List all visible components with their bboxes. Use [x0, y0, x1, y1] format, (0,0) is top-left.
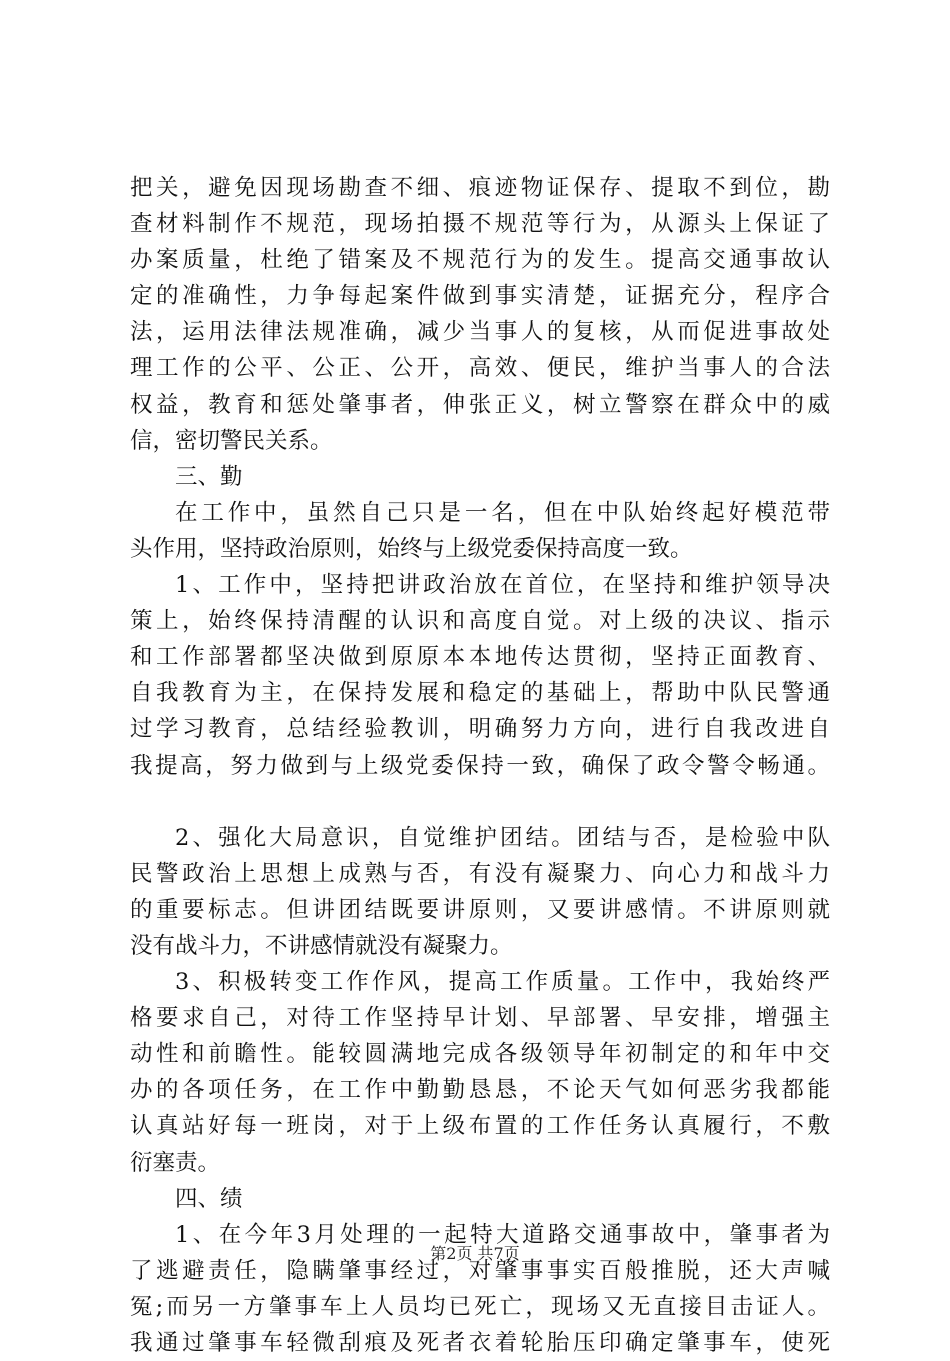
text-line: 权益，教育和惩处肇事者，伸张正义，树立警察在群众中的威: [130, 391, 830, 418]
text-line: 四、绩: [175, 1185, 243, 1212]
text-line: 衍塞责。: [130, 1149, 221, 1176]
text-line: 冤;而另一方肇事车上人员均已死亡，现场又无直接目击证人。: [130, 1293, 830, 1320]
document-body: [130, 170, 830, 1361]
text-line: 办案质量，杜绝了错案及不规范行为的发生。提高交通事故认: [130, 247, 830, 274]
text-line: 过学习教育，总结经验教训，明确努力方向，进行自我改进自: [130, 716, 830, 743]
text-line: 2、强化大局意识，自觉维护团结。团结与否，是检验中队: [175, 824, 830, 851]
text-line: 查材料制作不规范，现场拍摄不规范等行为，从源头上保证了: [130, 211, 830, 238]
page-footer: 第2页 共7页: [430, 1244, 520, 1263]
text-line: 在工作中，虽然自己只是一名，但在中队始终起好模范带: [175, 499, 830, 526]
text-line: 把关，避免因现场勘查不细、痕迹物证保存、提取不到位，勘: [130, 175, 830, 201]
text-line: 策上，始终保持清醒的认识和高度自觉。对上级的决议、指示: [130, 608, 830, 635]
text-line: 的重要标志。但讲团结既要讲原则，又要讲感情。不讲原则就: [130, 896, 830, 923]
text-line: 我提高，努力做到与上级党委保持一致，确保了政令警令畅通。: [130, 752, 830, 779]
blank-line: [130, 784, 830, 820]
text-line: 没有战斗力，不讲感情就没有凝聚力。: [130, 932, 513, 959]
text-line: 和工作部署都坚决做到原原本本地传达贯彻，坚持正面教育、: [130, 644, 830, 671]
text-line: 自我教育为主，在保持发展和稳定的基础上，帮助中队民警通: [130, 680, 830, 707]
text-line: 法，运用法律法规准确，减少当事人的复核，从而促进事故处: [130, 319, 830, 346]
text-line: 民警政治上思想上成熟与否，有没有凝聚力、向心力和战斗力: [130, 860, 830, 887]
text-line: 3、积极转变工作作风，提高工作质量。工作中，我始终严: [175, 969, 830, 996]
text-line: 我通过肇事车轻微刮痕及死者衣着轮胎压印确定肇事车，使死: [130, 1330, 830, 1356]
text-line: 三、勤: [175, 463, 243, 490]
text-line: 理工作的公平、公正、公开，高效、便民，维护当事人的合法: [130, 355, 830, 382]
text-line: 认真站好每一班岗，对于上级布置的工作任务认真履行，不敷: [130, 1113, 830, 1140]
text-line: 头作用，坚持政治原则，始终与上级党委保持高度一致。: [130, 535, 693, 562]
text-line: 动性和前瞻性。能较圆满地完成各级领导年初制定的和年中交: [130, 1041, 830, 1068]
text-line: 办的各项任务，在工作中勤勤恳恳，不论天气如何恶劣我都能: [130, 1077, 830, 1104]
text-line: 1、在今年3月处理的一起特大道路交通事故中，肇事者为: [175, 1221, 830, 1248]
text-line: 格要求自己，对待工作坚持早计划、早部署、早安排，增强主: [130, 1005, 830, 1032]
text-line: 1、工作中，坚持把讲政治放在首位，在坚持和维护领导决: [175, 572, 830, 599]
text-line: 定的准确性，力争每起案件做到事实清楚，证据充分，程序合: [130, 283, 830, 310]
text-line: 了逃避责任，隐瞒肇事经过，对肇事事实百般推脱，还大声喊: [130, 1257, 830, 1284]
text-line: 信，密切警民关系。: [130, 427, 333, 454]
